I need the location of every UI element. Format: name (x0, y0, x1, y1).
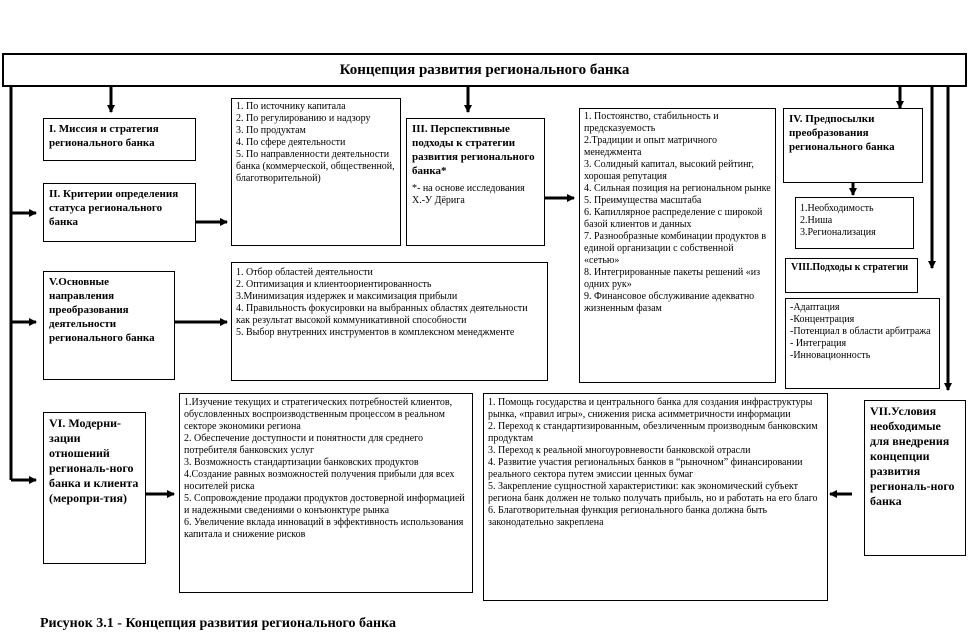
list-item: 4.Создание равных возможностей получения прибыли для всех носителей риска (184, 469, 455, 492)
prerequisites-title: IV. Предпосылки преобразования регионального банка (789, 113, 895, 153)
approaches-title: III. Перспективные подходы к стратегии развития регионального банка* (412, 123, 535, 177)
list-item: 1. Постоянство, стабильность и предсказуемость (584, 111, 719, 134)
list-item: 1. Отбор областей деятельности (236, 267, 373, 278)
list-item: 6. Увеличение вклада инноваций в эффективность использования капитала и снижение рисков (184, 517, 464, 540)
mission-title: I. Миссия и стратегия регионального банка (49, 123, 159, 149)
list-item: 5. Сопровождение продажи продуктов достоверной информацией и надежными сведениями о конъюнктуре рынка (184, 493, 465, 516)
directions-list-box (231, 262, 548, 381)
strategy-list-box (785, 298, 940, 389)
list-item: 1.Изучение текущих и стратегических потребностей клиентов, обусловленных воспроизводственным процессом в реальном секторе экономики региона (184, 397, 453, 432)
list-item: 4. Сильная позиция на региональном рынке (584, 183, 771, 194)
list-item: 2.Традиции и опыт матричного менеджмента (584, 135, 717, 158)
conditions-list-box (483, 393, 828, 601)
list-item: 3. Возможность стандартизации банковских продуктов (184, 457, 419, 468)
list-item: -Концентрация (790, 314, 855, 325)
list-item: 2. Обеспечение доступности и понятности для среднего потребителя банковских услуг (184, 433, 424, 456)
directions-title-box (43, 271, 175, 380)
mission-box (43, 118, 196, 161)
list-item: 9. Финансовое обслуживание адекватно жизненным фазам (584, 291, 755, 314)
modernization-list-box (179, 393, 473, 593)
list-item: 3. Солидный капитал, высокий рейтинг, хорошая репутация (584, 159, 754, 182)
list-item: 3. Переход к реальной многоуровневости банковской отрасли (488, 445, 751, 456)
list-item: 3.Регионализация (800, 227, 876, 238)
list-item: -Адаптация (790, 302, 840, 313)
list-item: 5. Закрепление сущностной характеристики: как экономический субъект региона банк должен не только получать прибыль, но и работать на его благо (488, 481, 818, 504)
prerequisites-title-box (783, 108, 923, 183)
criteria-title-box (43, 183, 196, 242)
list-item: 2. По регулированию и надзору (236, 113, 371, 124)
list-item: 6. Благотворительная функция регионального банка должна быть законодательно закреплена (488, 505, 768, 528)
modernization-title: VI. Модерни-зации отношений региональ-ного банка и клиента (меропри-тия) (49, 416, 139, 505)
list-item: 3.Минимизация издержек и максимизация прибыли (236, 291, 458, 302)
strategy-title: VIII.Подходы к стратегии (791, 262, 909, 273)
main-title: Концепция развития регионального банка (2, 53, 967, 87)
approaches-list-box (579, 108, 776, 383)
criteria-list-box (231, 98, 401, 246)
prerequisites-list-box (795, 197, 914, 249)
list-item: 8. Интегрированные пакеты решений «из одних рук» (584, 267, 761, 290)
list-item: 2.Ниша (800, 215, 833, 226)
list-item: - Интеграция (790, 338, 847, 349)
list-item: 2. Оптимизация и клиентоориентированность (236, 279, 432, 290)
list-item: 2. Переход к стандартизированным, обезличенным производным банковским продуктам (488, 421, 818, 444)
conditions-title-box (864, 400, 966, 556)
list-item: 4. Развитие участия региональных банков в “рыночном” финансировании реального сектора путем эмиссии ценных бумаг (488, 457, 803, 480)
criteria-title: II. Критерии определения статуса регионального банка (49, 188, 179, 228)
list-item: 6. Капиллярное распределение с широкой базой клиентов и данных (584, 207, 763, 230)
list-item: 3. По продуктам (236, 125, 306, 136)
list-item: 1. По источнику капитала (236, 101, 346, 112)
list-item: -Инновационность (790, 350, 871, 361)
list-item: 1.Необходимость (800, 203, 874, 214)
conditions-title: VII.Условия необходимые для внедрения концепции развития региональ-ного банка (870, 404, 955, 508)
modernization-title-box (43, 412, 146, 564)
list-item: 4. По сфере деятельности (236, 137, 346, 148)
list-item: 5. Выбор внутренних инструментов в комплексном менеджменте (236, 327, 515, 338)
list-item: 5. По направленности деятельности банка (коммерческой, общественной, благотворительной) (236, 149, 395, 184)
figure-caption: Рисунок 3.1 - Концепция развития регионального банка (40, 616, 396, 631)
directions-title: V.Основные направления преобразования деятельности регионального банка (49, 276, 155, 344)
list-item: 4. Правильность фокусировки на выбранных областях деятельности как результат высокой коммуникативной способности (236, 303, 528, 326)
approaches-title-box (406, 118, 545, 246)
list-item: 7. Разнообразные комбинации продуктов в единой организации с собственной «сетью» (584, 231, 767, 266)
list-item: 5. Преимущества масштаба (584, 195, 702, 206)
list-item: 1. Помощь государства и центрального банка для создания инфраструктуры рынка, «правил игры», снижения риска асимметричности информации (488, 397, 813, 420)
list-item: -Потенциал в области арбитража (790, 326, 931, 337)
strategy-title-box (785, 258, 918, 293)
approaches-note: *- на основе исследования Х.-У Дёрига (412, 183, 525, 206)
